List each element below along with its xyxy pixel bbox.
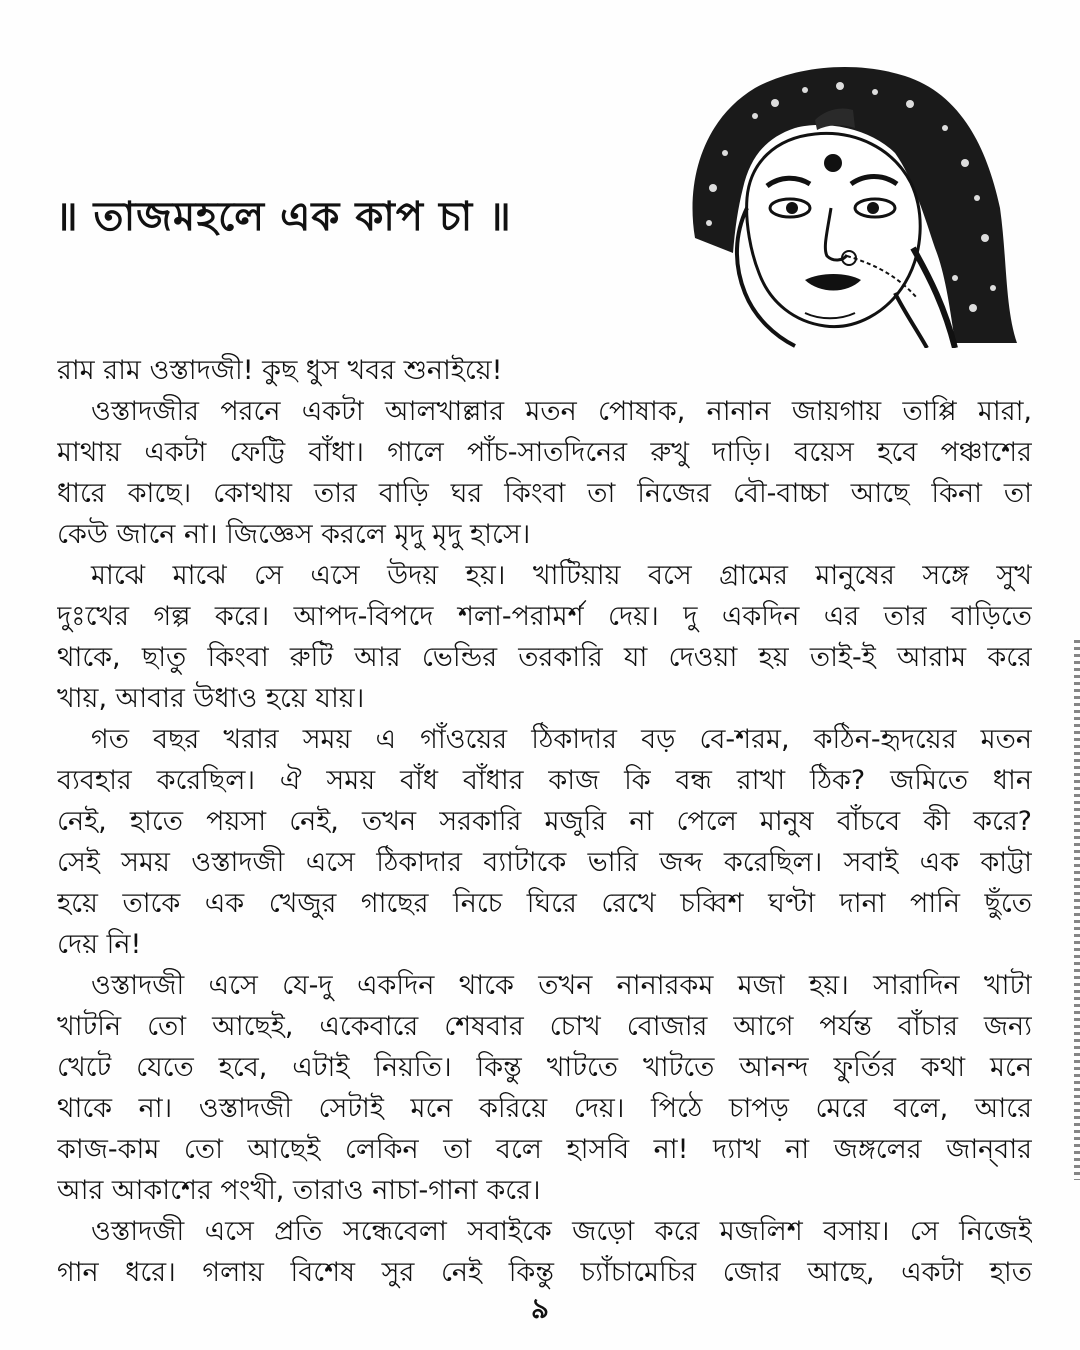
text-line: আর আকাশের পংখী, তারাও নাচা-গানা করে। (57, 1175, 541, 1206)
text-line: ওস্তাদজী এসে প্রতি সন্ধেবেলা সবাইকে জড়ো করে মজলিশ বসায়। সে নিজেই (91, 1216, 1032, 1247)
text-line: ধারে কাছে। কোথায় তার বাড়ি ঘর কিংবা তা নিজের বৌ-বাচ্চা আছে কিনা তা (57, 478, 1032, 509)
text-line: খায়, আবার উধাও হয়ে যায়। (57, 683, 365, 714)
story-body (57, 350, 1032, 1293)
text-line: রাম রাম ওস্তাদজী! কুছ ধুস খবর শুনাইয়ে! (57, 355, 503, 386)
text-line: হয়ে তাকে এক খেজুর গাছের নিচে ঘিরে রেখে চব্বিশ ঘণ্টা দানা পানি ছুঁতে (57, 888, 1032, 919)
text-line: দুঃখের গল্প করে। আপদ-বিপদে শলা-পরামর্শ দেয়। দু একদিন এর তার বাড়িতে (57, 601, 1032, 632)
chapter-title: ॥ তাজমহলে এক কাপ চা ॥ (55, 194, 512, 240)
text-line: ওস্তাদজীর পরনে একটা আলখাল্লার মতন পোষাক, নানান জায়গায় তাপ্পি মারা, (91, 396, 1032, 427)
text-line: নেই, হাতে পয়সা নেই, তখন সরকারি মজুরি না পেলে মানুষ বাঁচবে কী করে? (57, 806, 1032, 837)
text-line: দেয় নি! (57, 929, 142, 960)
text-line: ব্যবহার করেছিল। ঐ সময় বাঁধ বাঁধার কাজ কি বন্ধ রাখা ঠিক? জমিতে ধান (57, 765, 1032, 796)
text-line: খেটে যেতে হবে, এটাই নিয়তি। কিন্তু খাটতে খাটতে আনন্দ ফুর্তির কথা মনে (57, 1052, 1032, 1083)
text-line: খাটনি তো আছেই, একেবারে শেষবার চোখ বোজার আগে পর্যন্ত বাঁচার জন্য (57, 1011, 1032, 1042)
woman-portrait-illustration (655, 58, 1025, 348)
page-number: ৯ (530, 1292, 550, 1325)
text-line: ওস্তাদজী এসে যে-দু একদিন থাকে তখন নানারকম মজা হয়। সারাদিন খাটা (91, 970, 1032, 1001)
text-line: গান ধরে। গলায় বিশেষ সুর নেই কিন্তু চ্যাঁচামেচির জোর আছে, একটা হাত (57, 1257, 1032, 1288)
text-line: কেউ জানে না। জিজ্ঞেস করলে মৃদু মৃদু হাসে। (57, 519, 531, 550)
text-line: গত বছর খরার সময় এ গাঁওয়ের ঠিকাদার বড় বে-শরম, কঠিন-হৃদয়ের মতন (91, 724, 1032, 755)
text-line: কাজ-কাম তো আছেই লেকিন তা বলে হাসবি না! দ্যাখ না জঙ্গলের জান্‌বার (57, 1134, 1032, 1165)
page-edge-scan-artifact (1074, 640, 1080, 1180)
text-line: মাঝে মাঝে সে এসে উদয় হয়। খাটিয়ায় বসে গ্রামের মানুষের সঙ্গে সুখ (91, 560, 1032, 591)
text-line: সেই সময় ওস্তাদজী এসে ঠিকাদার ব্যাটাকে ভারি জব্দ করেছিল। সবাই এক কাট্টা (57, 847, 1032, 878)
text-line: থাকে না। ওস্তাদজী সেটাই মনে করিয়ে দেয়। পিঠে চাপড় মেরে বলে, আরে (57, 1093, 1032, 1124)
text-line: থাকে, ছাতু কিংবা রুটি আর ভেন্ডির তরকারি যা দেওয়া হয় তাই-ই আরাম করে (57, 642, 1032, 673)
text-line: মাথায় একটা ফেট্টি বাঁধা। গালে পাঁচ-সাতদিনের রুখু দাড়ি। বয়েস হবে পঞ্চাশের (57, 437, 1032, 468)
